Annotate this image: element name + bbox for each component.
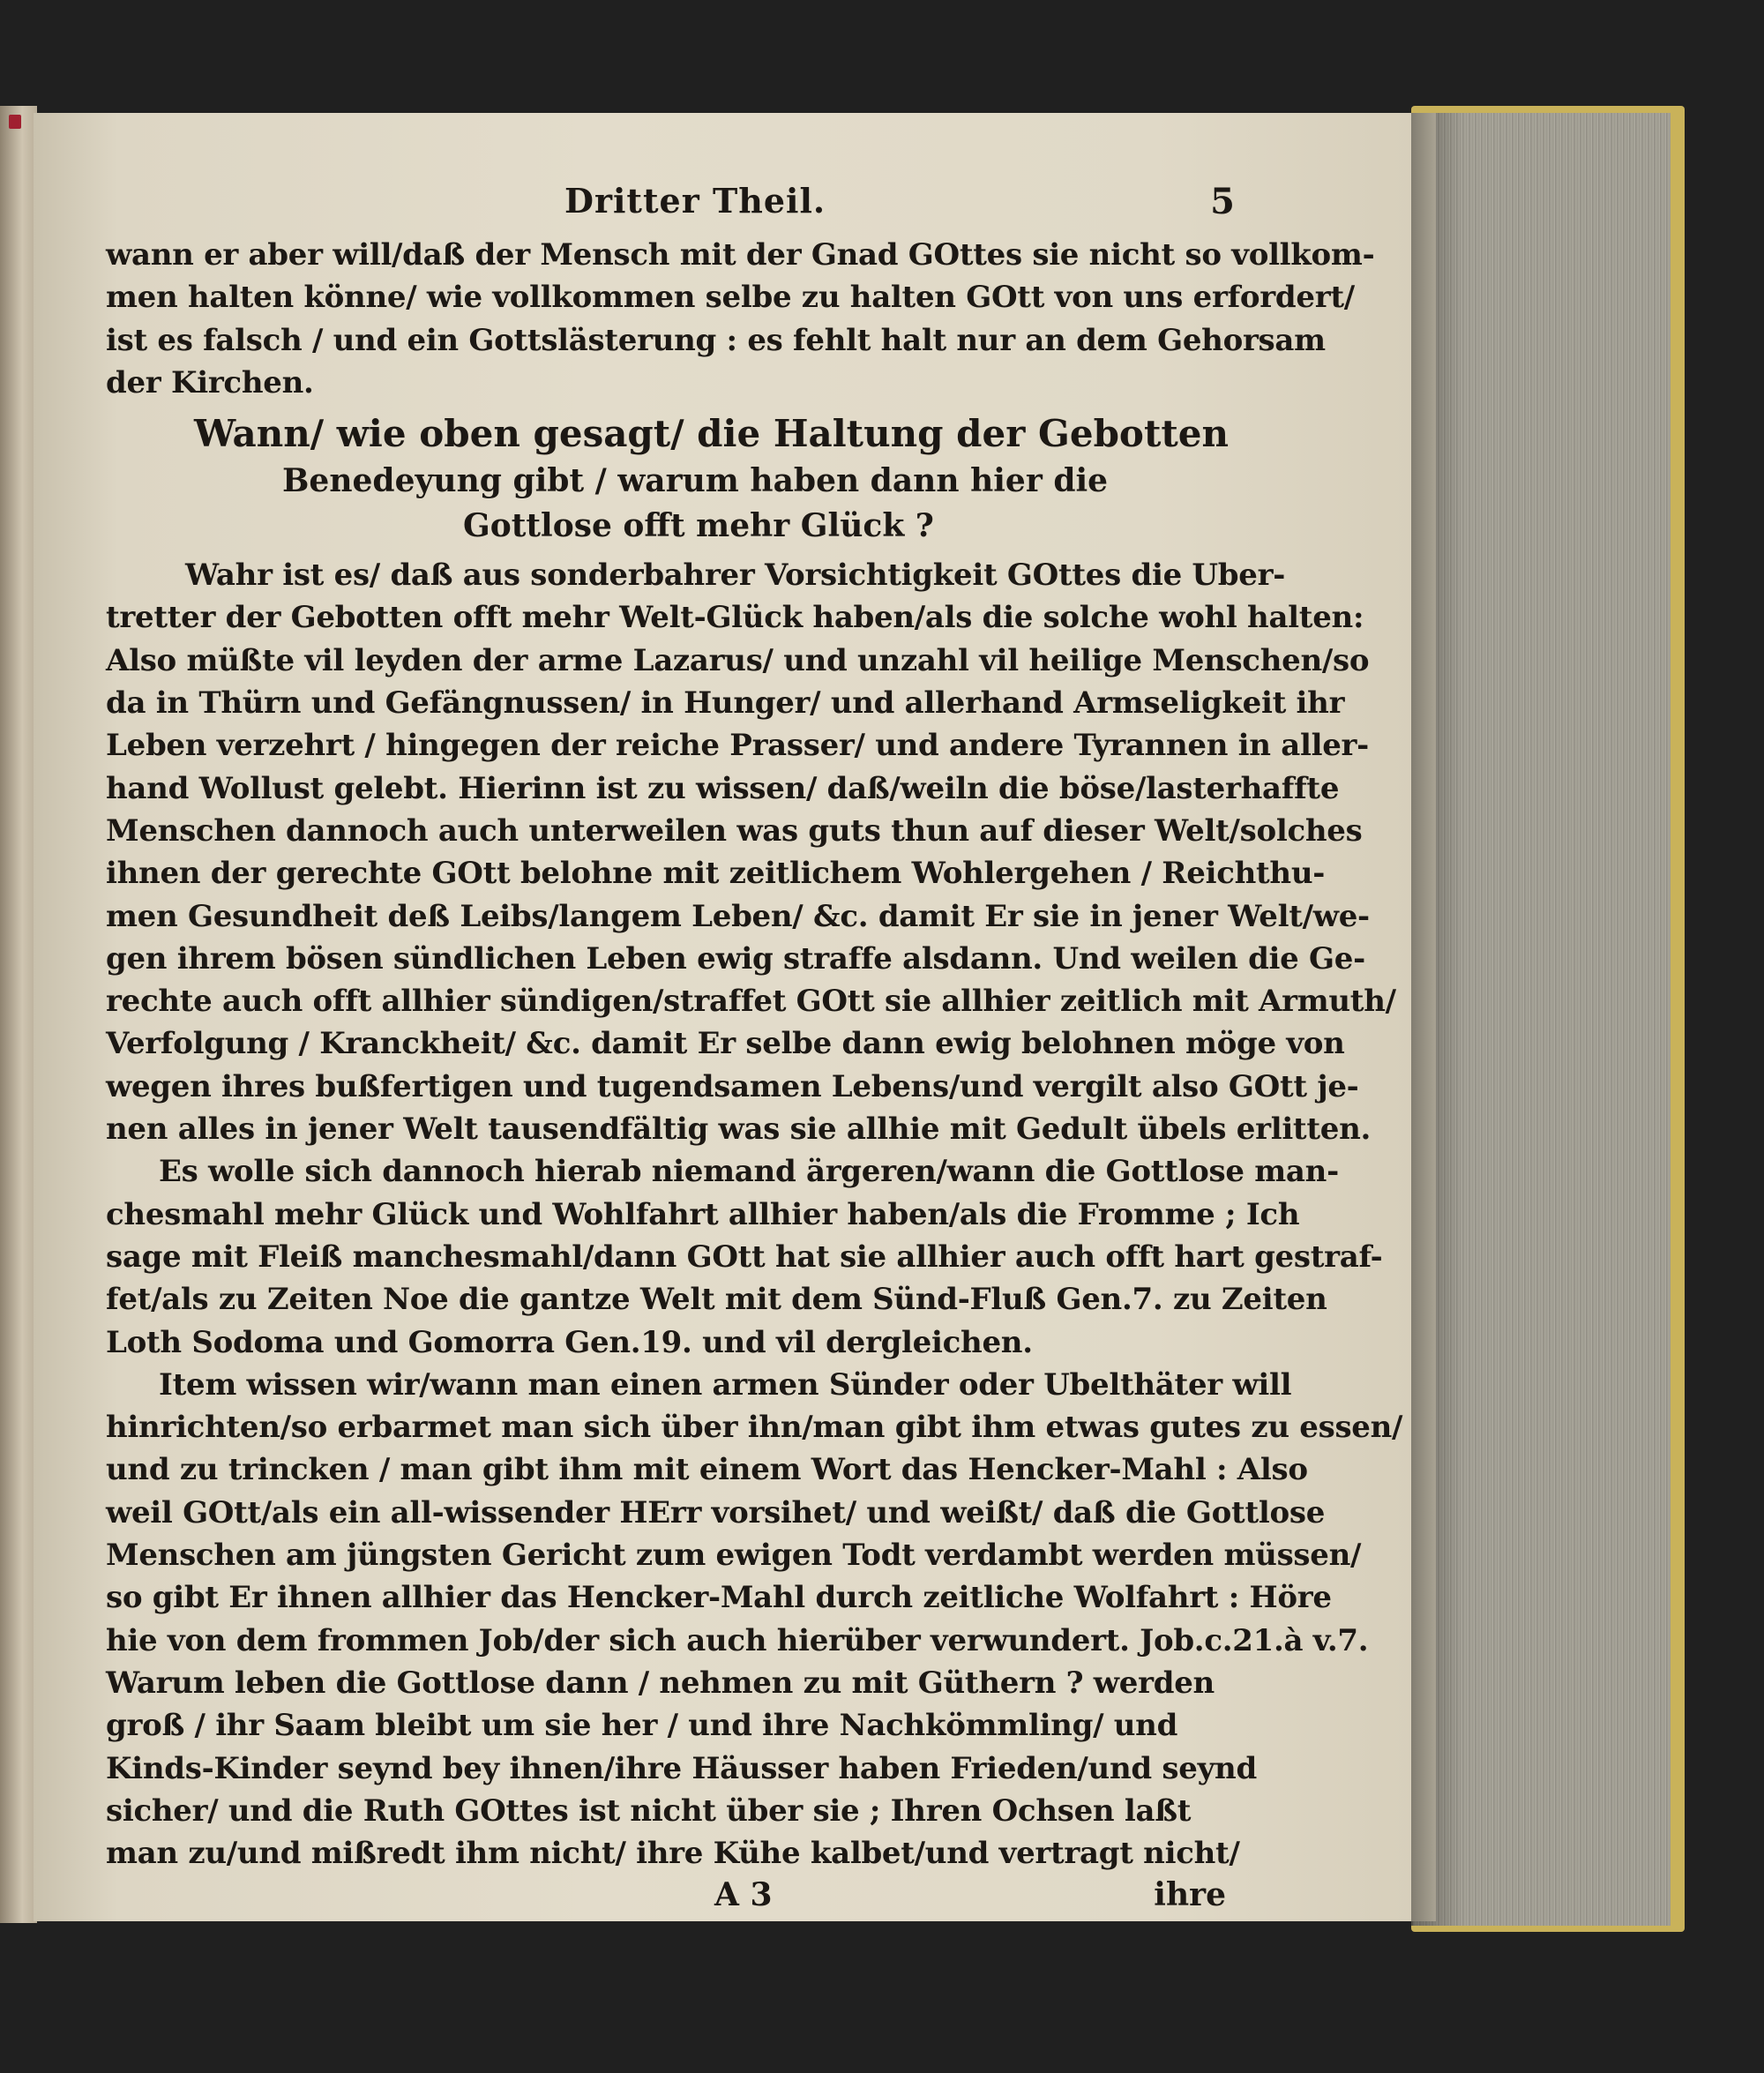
text-line: men halten könne/ wie vollkommen selbe zu halten GOtt von uns erfordert/ <box>106 280 1355 316</box>
text-line: ihnen der gerechte GOtt belohne mit zeitlichem Wohlergehen / Reichthu- <box>106 856 1326 892</box>
catchword: ihre <box>1154 1876 1226 1914</box>
text-line: Item wissen wir/wann man einen armen Sünder oder Ubelthäter will <box>159 1366 1292 1403</box>
text-line: hand Wollust gelebt. Hierinn ist zu wissen/ daß/weiln die böse/lasterhaffte <box>106 770 1340 806</box>
text-line: weil GOtt/als ein all-wissender HErr vorsihet/ und weißt/ daß die Gottlose <box>106 1494 1326 1530</box>
text-line: man zu/und mißredt ihm nicht/ ihre Kühe kalbet/und vertragt nicht/ <box>106 1836 1240 1872</box>
text-line: rechte auch offt allhier sündigen/straffet GOtt sie allhier zeitlich mit Armuth/ <box>106 984 1396 1020</box>
page-footer <box>106 1876 1244 1919</box>
text-line: Menschen dannoch auch unterweilen was guts thun auf dieser Welt/solches <box>106 812 1363 849</box>
text-line: Warum leben die Gottlose dann / nehmen zu mit Güthern ? werden <box>106 1665 1215 1701</box>
text-line: so gibt Er ihnen allhier das Hencker-Mahl durch zeitliche Wolfahrt : Höre <box>106 1580 1332 1616</box>
text-line: Wahr ist es/ daß aus sonderbahrer Vorsichtigkeit GOttes die Uber- <box>185 558 1286 594</box>
heading-line: Gottlose offt mehr Glück ? <box>463 507 934 545</box>
text-line: hie von dem frommen Job/der sich auch hierüber verwundert. Job.c.21.à v.7. <box>106 1622 1369 1658</box>
text-line: ist es falsch / und ein Gottslästerung : es fehlt halt nur an dem Gehorsam <box>106 322 1326 358</box>
page-number: 5 <box>1210 181 1235 222</box>
facing-page-edge <box>0 106 37 1923</box>
text-line: Loth Sodoma und Gomorra Gen.19. und vil dergleichen. <box>106 1324 1033 1360</box>
text-line: Verfolgung / Kranckheit/ &c. damit Er selbe dann ewig belohnen möge von <box>106 1026 1345 1062</box>
ribbon-marker <box>9 115 21 129</box>
text-line: groß / ihr Saam bleibt um sie her / und ihre Nachkömmling/ und <box>106 1708 1178 1744</box>
text-line: Es wolle sich dannoch hierab niemand ärgeren/wann die Gottlose man- <box>159 1154 1339 1190</box>
text-line: Menschen am jüngsten Gericht zum ewigen Todt verdambt werden müssen/ <box>106 1538 1362 1574</box>
fore-edge-shadow <box>1411 113 1464 1926</box>
heading-line: Benedeyung gibt / warum haben dann hier die <box>282 462 1109 500</box>
signature-mark: A 3 <box>714 1876 773 1914</box>
text-line: Kinds-Kinder seynd bey ihnen/ihre Häusser haben Frieden/und seynd <box>106 1750 1257 1786</box>
text-line: wegen ihres bußfertigen und tugendsamen Lebens/und vergilt also GOtt je- <box>106 1068 1359 1104</box>
text-line: nen alles in jener Welt tausendfältig was sie allhie mit Gedult übels erlitten. <box>106 1111 1372 1148</box>
text-line: Also müßte vil leyden der arme Lazarus/ und unzahl vil heilige Menschen/so <box>106 642 1370 678</box>
page-text <box>106 181 1403 1919</box>
text-line: tretter der Gebotten offt mehr Welt-Glück haben/als die solche wohl halten: <box>106 600 1364 636</box>
section-heading <box>106 409 1244 549</box>
text-line: sicher/ und die Ruth GOttes ist nicht über sie ; Ihren Ochsen laßt <box>106 1792 1192 1829</box>
text-line: men Gesundheit deß Leibs/langem Leben/ &c. damit Er sie in jener Welt/we- <box>106 898 1370 934</box>
running-head <box>106 181 1244 234</box>
running-title: Dritter Theil. <box>564 181 826 221</box>
text-line: gen ihrem bösen sündlichen Leben ewig straffe alsdann. Und weilen die Ge- <box>106 940 1365 977</box>
text-line: und zu trincken / man gibt ihm mit einem Wort das Hencker-Mahl : Also <box>106 1452 1308 1488</box>
text-line: sage mit Fleiß manchesmahl/dann GOtt hat sie allhier auch offt hart gestraf- <box>106 1239 1383 1275</box>
paragraph-second <box>106 1150 1383 1363</box>
text-line: der Kirchen. <box>106 364 314 400</box>
text-line: hinrichten/so erbarmet man sich über ihn/man gibt ihm etwas gutes zu essen/ <box>106 1410 1403 1446</box>
text-line: da in Thürn und Gefängnussen/ in Hunger/ und allerhand Armseligkeit ihr <box>106 685 1345 722</box>
text-line: Leben verzehrt / hingegen der reiche Prasser/ und andere Tyrannen in aller- <box>106 728 1369 764</box>
text-line: fet/als zu Zeiten Noe die gantze Welt mit dem Sünd-Fluß Gen.7. zu Zeiten <box>106 1282 1327 1318</box>
text-line: chesmahl mehr Glück und Wohlfahrt allhier haben/als die Fromme ; Ich <box>106 1196 1300 1232</box>
paragraph-third <box>106 1364 1403 1875</box>
paragraph-answer <box>106 554 1396 1150</box>
paragraph-continuation <box>106 234 1375 404</box>
text-line: wann er aber will/daß der Mensch mit der Gnad GOttes sie nicht so vollkom- <box>106 237 1375 273</box>
heading-line: Wann/ wie oben gesagt/ die Haltung der Gebotten <box>194 412 1230 456</box>
